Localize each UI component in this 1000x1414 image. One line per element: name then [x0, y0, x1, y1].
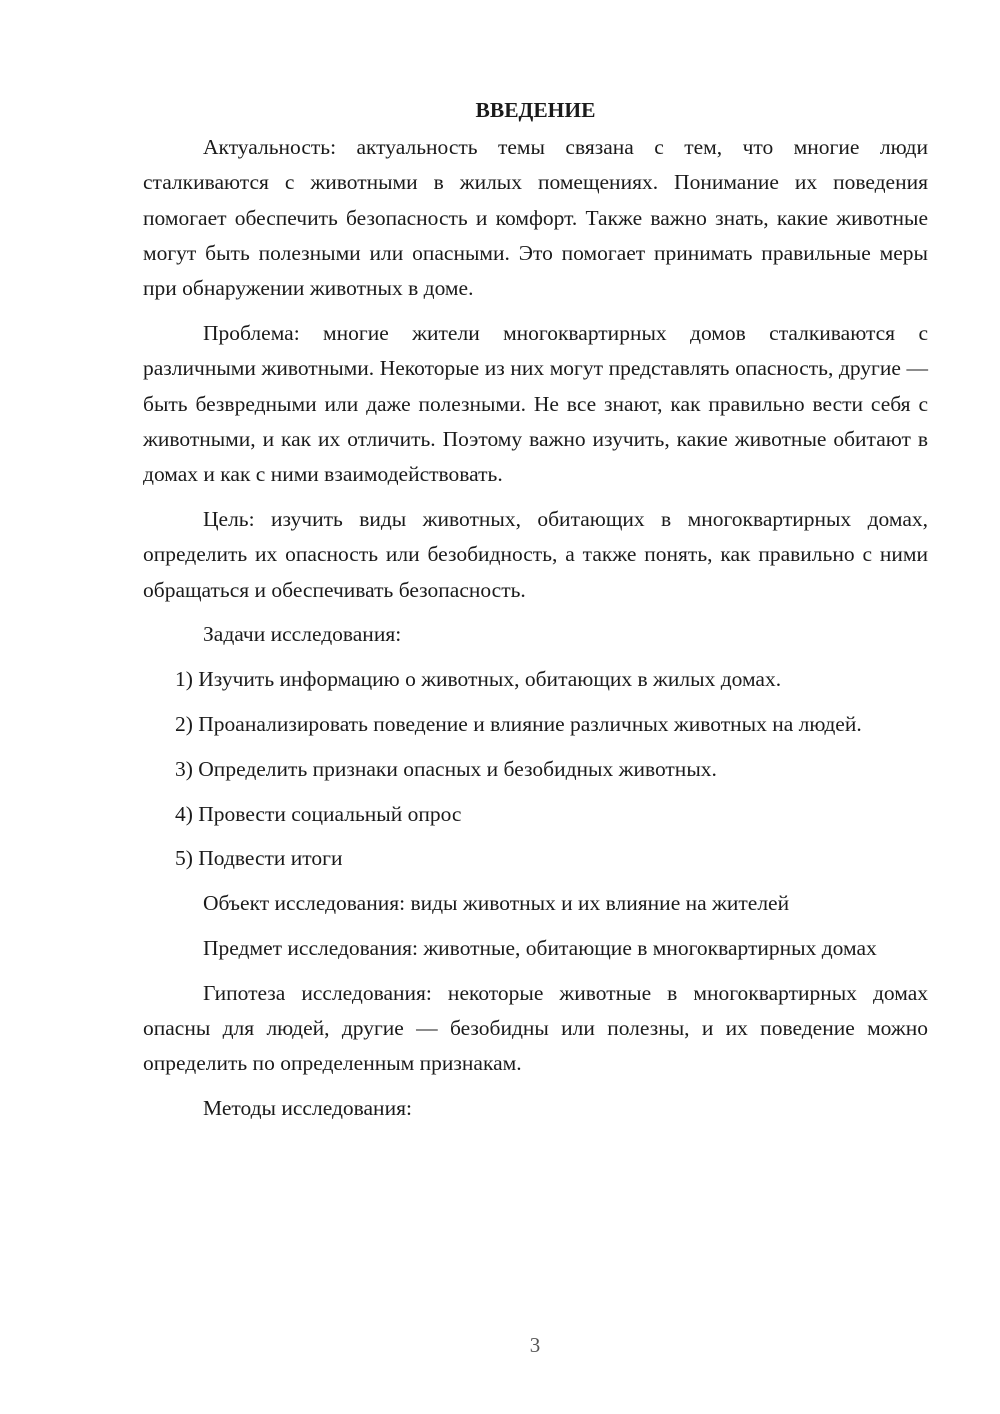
paragraph-subject: Предмет исследования: животные, обитающие в многоквартирных домах	[203, 935, 877, 960]
paragraph-tasks-heading: Задачи исследования:	[203, 622, 402, 647]
task-item-3: 3) Определить признаки опасных и безобидных животных.	[175, 756, 717, 781]
task-item-2: 2) Проанализировать поведение и влияние различных животных на людей.	[175, 711, 862, 736]
paragraph-object: Объект исследования: виды животных и их влияние на жителей	[203, 891, 790, 916]
paragraph-goal: Цель: изучить виды животных, обитающих в многоквартирных домах, определить их опасность или безобидность, а также понять, как правильно с ними обращаться и обеспечивать безопасность.	[143, 506, 928, 602]
task-item-4: 4) Провести социальный опрос	[175, 801, 462, 826]
paragraph-hypothesis: Гипотеза исследования: некоторые животные в многоквартирных домах опасны для людей, другие — безобидны или полезны, и их поведение можно определить по определенным признакам.	[143, 980, 928, 1076]
section-title: ВВЕДЕНИЕ	[475, 98, 596, 122]
page-number: 3	[529, 1333, 541, 1357]
paragraph-relevance: Актуальность: актуальность темы связана с тем, что многие люди сталкиваются с животными в жилых помещениях. Понимание их поведения помогает обеспечить безопасность и комфорт. Также важно знать, какие животные могут быть полезными или опасными. Это помогает принимать правильные меры при обнаружении животных в доме.	[143, 135, 928, 301]
paragraph-problem: Проблема: многие жители многоквартирных домов сталкиваются с различными животными. Некоторые из них могут представлять опасность, другие — быть безвредными или даже полезными. Не все знают, как правильно вести себя с животными, и как их отличить. Поэтому важно изучить, какие животные обитают в домах и как с ними взаимодействовать.	[143, 320, 928, 487]
task-item-1: 1) Изучить информацию о животных, обитающих в жилых домах.	[175, 667, 782, 692]
paragraph-methods: Методы исследования:	[203, 1096, 412, 1121]
document-body	[143, 92, 928, 1136]
task-item-5: 5) Подвести итоги	[175, 846, 343, 871]
